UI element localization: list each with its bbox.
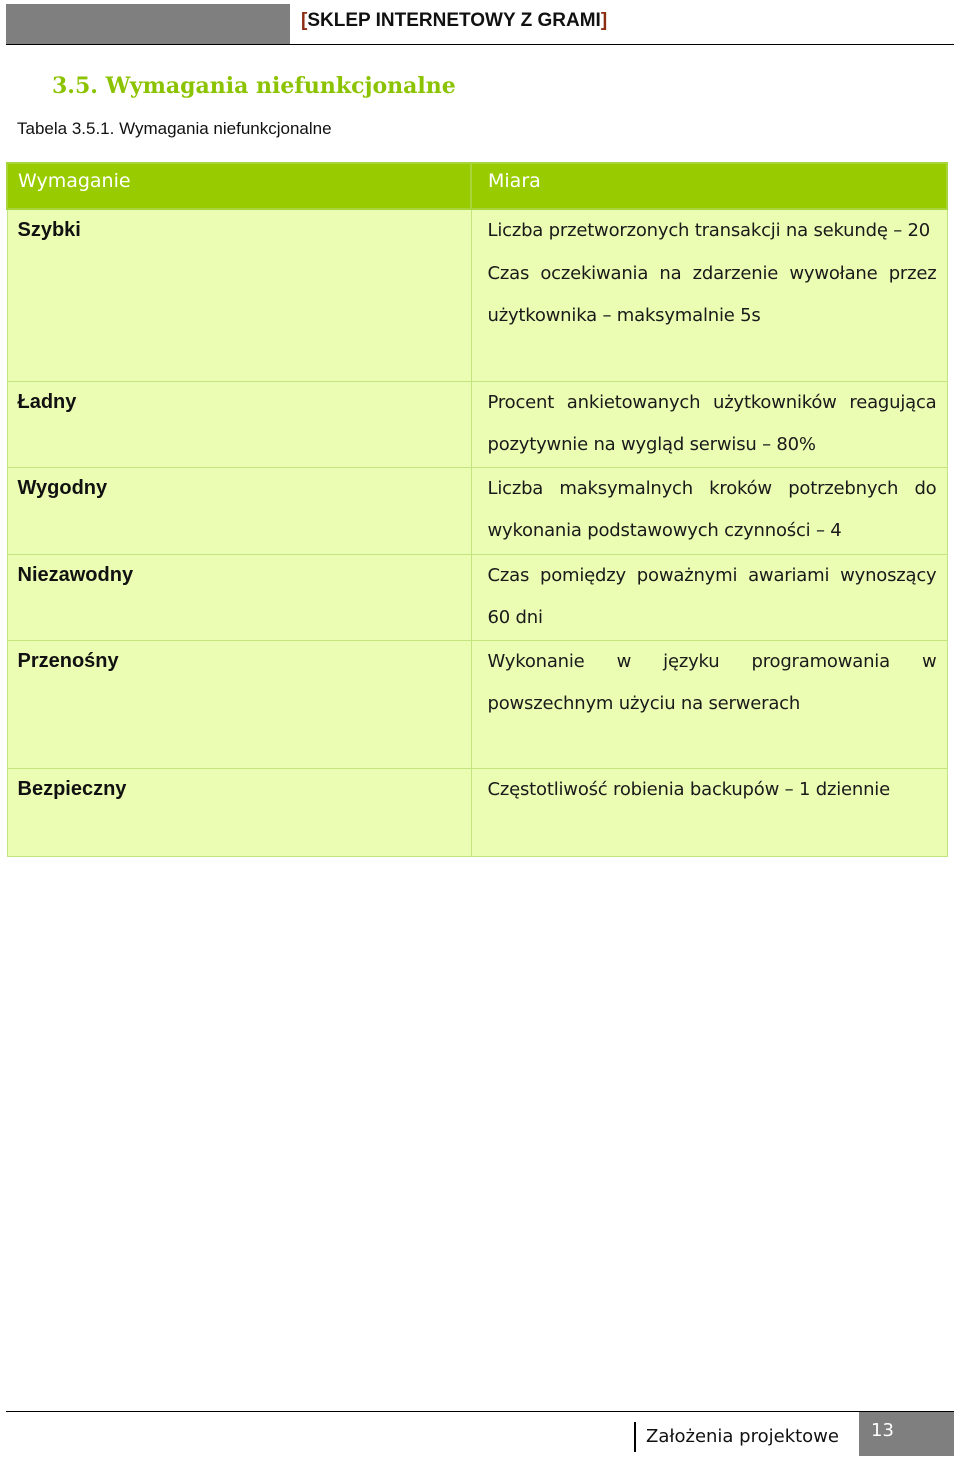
requirements-table bbox=[6, 162, 948, 857]
requirement-name: Niezawodny bbox=[17, 563, 134, 586]
table-row bbox=[7, 467, 947, 554]
header-cell-requirement: Wymaganie bbox=[7, 163, 471, 209]
measure-text: Liczba przetworzonych transakcji na sekundę – 20 Czas oczekiwania na zdarzenie wywołane przez użytkownika – maksymalnie 5s bbox=[487, 220, 937, 326]
requirement-cell bbox=[7, 640, 471, 768]
measure-cell bbox=[471, 209, 947, 381]
measure-cell bbox=[471, 768, 947, 856]
header-title-text: SKLEP INTERNETOWY Z GRAMI bbox=[307, 10, 601, 31]
requirement-name: Ładny bbox=[17, 390, 77, 413]
header-rule bbox=[6, 44, 954, 45]
measure-cell bbox=[471, 554, 947, 640]
requirement-name: Szybki bbox=[17, 219, 81, 241]
table-caption: Tabela 3.5.1. Wymagania niefunkcjonalne bbox=[17, 119, 332, 138]
section-heading: 3.5. Wymagania niefunkcjonalne bbox=[52, 73, 456, 99]
measure-cell bbox=[471, 640, 947, 768]
table-row bbox=[7, 768, 947, 856]
requirement-name: Bezpieczny bbox=[17, 777, 127, 800]
header-bracket-open: [ bbox=[301, 10, 308, 31]
measure-text: Czas pomiędzy poważnymi awariami wynoszący 60 dni bbox=[487, 564, 937, 628]
header-cell-measure: Miara bbox=[471, 163, 947, 209]
measure-text: Wykonanie w języku programowania w powszechnym użyciu na serwerach bbox=[487, 650, 937, 714]
requirement-cell bbox=[7, 467, 471, 554]
measure-text: Procent ankietowanych użytkowników reagująca pozytywnie na wygląd serwisu – 80% bbox=[487, 391, 937, 455]
page-number: 13 bbox=[871, 1420, 894, 1441]
table-row bbox=[7, 209, 947, 381]
document-header-title bbox=[301, 10, 607, 32]
table-row bbox=[7, 381, 947, 467]
header-gray-bar bbox=[6, 4, 290, 44]
table-row bbox=[7, 640, 947, 768]
requirement-cell bbox=[7, 768, 471, 856]
footer-chapter-label: Założenia projektowe bbox=[634, 1422, 839, 1452]
requirement-cell bbox=[7, 381, 471, 467]
header-bracket-close: ] bbox=[600, 10, 608, 31]
measure-text: Częstotliwość robienia backupów – 1 dziennie bbox=[487, 778, 890, 800]
footer-page-box bbox=[859, 1412, 954, 1456]
measure-cell bbox=[471, 381, 947, 467]
footer-rule bbox=[6, 1411, 954, 1412]
measure-text: Liczba maksymalnych kroków potrzebnych do wykonania podstawowych czynności – 4 bbox=[487, 477, 937, 541]
requirement-cell bbox=[7, 209, 471, 381]
requirement-name: Wygodny bbox=[17, 476, 108, 499]
measure-cell bbox=[471, 467, 947, 554]
table-row bbox=[7, 554, 947, 640]
requirement-name: Przenośny bbox=[17, 649, 119, 672]
requirement-cell bbox=[7, 554, 471, 640]
